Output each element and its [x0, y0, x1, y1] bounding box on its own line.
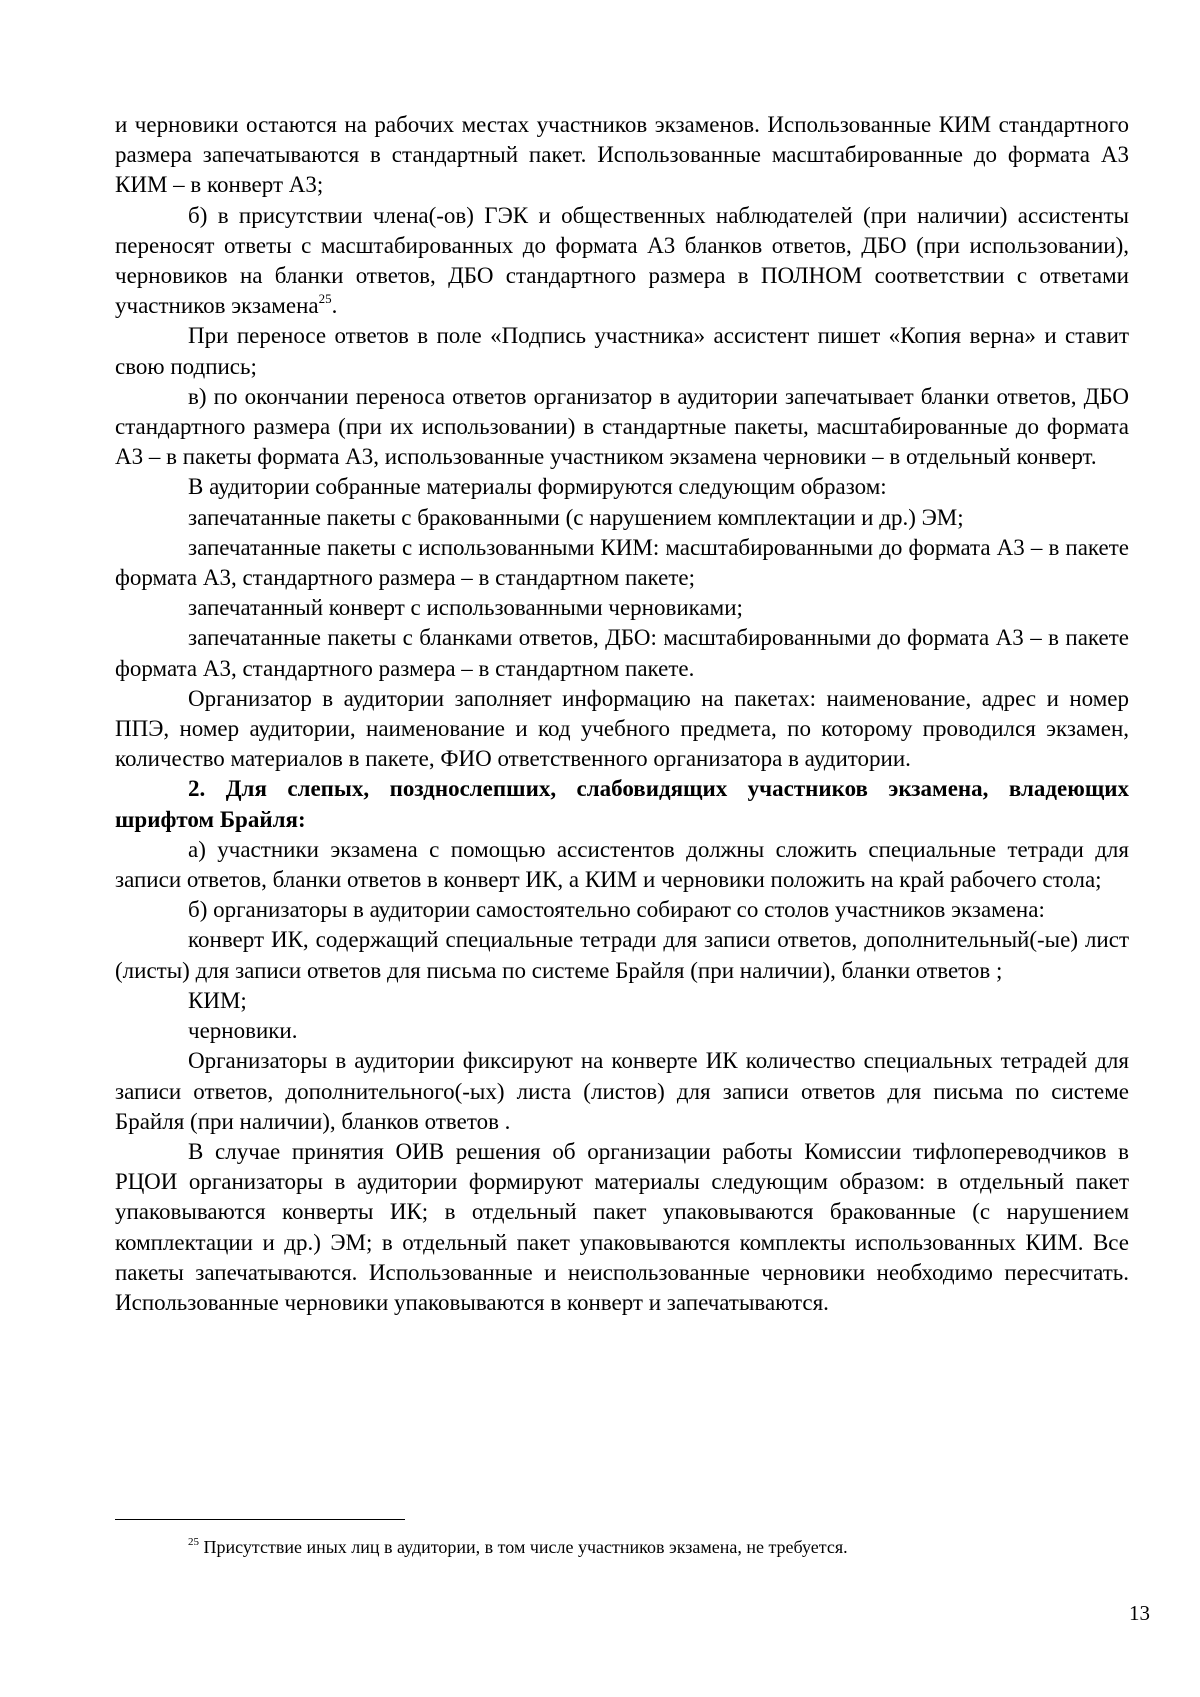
paragraph-7: запечатанные пакеты с использованными КИМ: масштабированными до формата А3 – в пакете формата А3, стандартного размера – в стандартном пакете; [115, 534, 1129, 591]
paragraph-3: При переносе ответов в поле «Подпись участника» ассистент пишет «Копия верна» и ставит свою подпись; [115, 323, 1129, 379]
section-heading-text: 2. Для слепых, позднослепших, слабовидящих участников экзамена, владеющих шрифтом Брайля: [115, 776, 1129, 832]
paragraph-12: а) участники экзамена с помощью ассистентов должны сложить специальные тетради для записи ответов, бланки ответов в конверт ИК, а КИМ и черновики положить на край рабочего стола; [115, 836, 1129, 893]
paragraph-9: запечатанные пакеты с бланками ответов, ДБО: масштабированными до формата А3 – в пакете формата А3, стандартного размера – в стандартном пакете. [115, 625, 1129, 681]
paragraph-6: запечатанные пакеты с бракованными (с нарушением комплектации и др.) ЭМ; [188, 504, 964, 530]
paragraph-15: КИМ; [188, 987, 247, 1013]
section-heading [115, 774, 1129, 834]
paragraph-8: запечатанный конверт с использованными черновиками; [188, 595, 743, 621]
footnote [188, 1536, 1128, 1558]
paragraph-13: б) организаторы в аудитории самостоятельно собирают со столов участников экзамена: [188, 897, 1045, 923]
paragraph-2 [115, 201, 1129, 322]
paragraph-10: Организатор в аудитории заполняет информацию на пакетах: наименование, адрес и номер ППЭ, номер аудитории, наименование и код учебного предмета, по которому проводился экзамен, количество материалов в пакете, ФИО ответственного организатора в аудитории. [115, 685, 1129, 772]
footnote-reference[interactable]: 25 [318, 290, 332, 306]
paragraph-5: В аудитории собранные материалы формируются следующим образом: [188, 474, 887, 500]
footnote-marker: 25 [188, 1536, 199, 1548]
paragraph-14: конверт ИК, содержащий специальные тетради для записи ответов, дополнительный(-ые) лист (листы) для записи ответов для письма по системе Брайля (при наличии), бланки ответов ; [115, 927, 1129, 983]
paragraph-1: и черновики остаются на рабочих местах участников экзаменов. Использованные КИМ стандартного размера запечатываются в стандартный пакет. Использованные масштабированные до формата А3 КИМ – в конверт А3; [115, 112, 1129, 198]
page-number: 13 [1129, 1601, 1150, 1625]
paragraph-4: в) по окончании переноса ответов организатор в аудитории запечатывает бланки ответов, ДБО стандартного размера (при их использовании) в стандартные пакеты, масштабированные до формата А3 – в пакеты формата А3, использованные участником экзамена черновики – в отдельный конверт. [115, 383, 1129, 470]
paragraph-2-tail: . [331, 293, 338, 319]
paragraph-16: черновики. [188, 1018, 298, 1044]
paragraph-17: Организаторы в аудитории фиксируют на конверте ИК количество специальных тетрадей для записи ответов, дополнительного(-ых) листа (листов) для записи ответов для письма по системе Брайля (при наличии), бланков ответов . [115, 1048, 1129, 1134]
footnote-text: Присутствие иных лиц в аудитории, в том числе участников экзамена, не требуется. [199, 1537, 848, 1557]
paragraph-2-text: б) в присутствии члена(-ов) ГЭК и общественных наблюдателей (при наличии) ассистенты переносят ответы с масштабированных до формата А3 бланков ответов, ДБО (при использовании), черновиков на бланки ответов, ДБО стандартного размера в ПОЛНОМ соответствии с ответами участников экзамена [115, 202, 1129, 319]
paragraph-18: В случае принятия ОИВ решения об организации работы Комиссии тифлопереводчиков в РЦОИ организаторы в аудитории формируют материалы следующим образом: в отдельный пакет упаковываются конверты ИК; в отдельный пакет упаковываются бракованные (с нарушением комплектации и др.) ЭМ; в отдельный пакет упаковываются комплекты использованных КИМ. Все пакеты запечатываются. Использованные и неиспользованные черновики необходимо пересчитать. Использованные черновики упаковываются в конверт и запечатываются. [115, 1138, 1129, 1315]
footnote-separator [115, 1519, 405, 1520]
body-text [115, 110, 1129, 1318]
